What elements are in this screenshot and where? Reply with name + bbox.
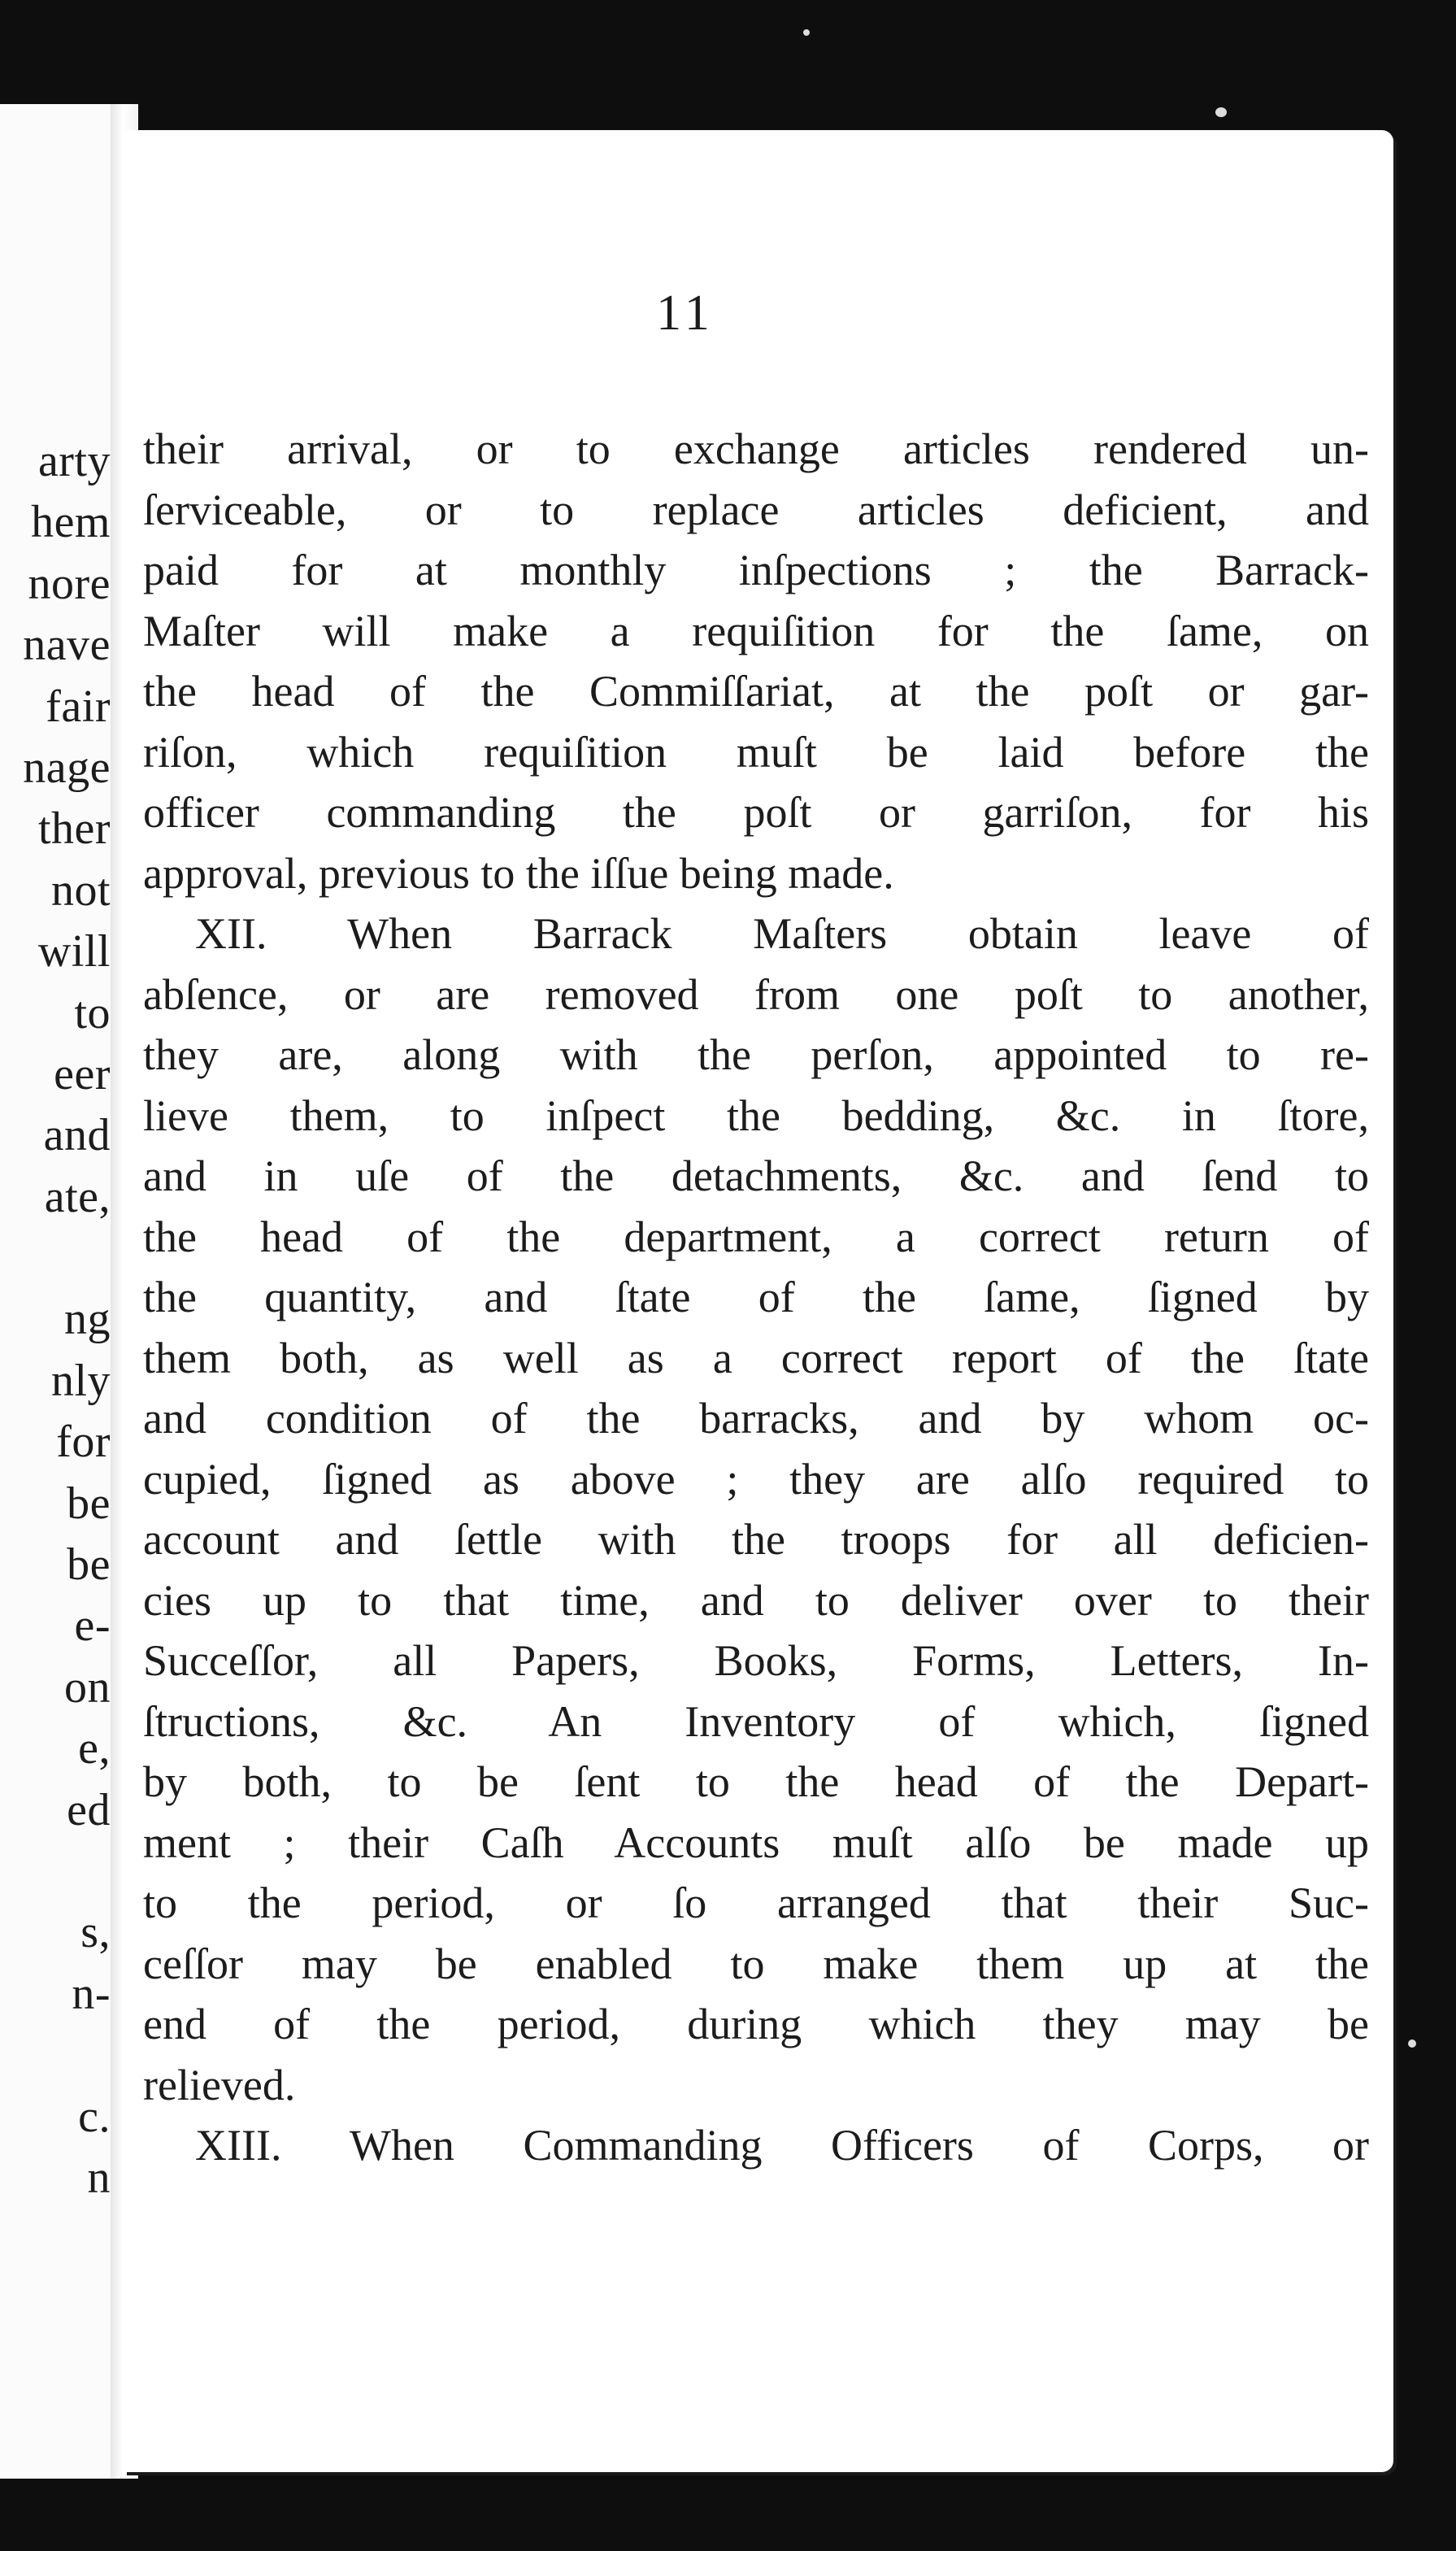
left-page-fragment: n — [87, 2152, 111, 2203]
left-page-fragment: ther — [37, 803, 111, 855]
text-line: the quantity, and ſtate of the ſame, ſigned by — [143, 1273, 1369, 1321]
left-page-fragment: nore — [28, 558, 111, 609]
left-page-fragment: n- — [72, 1968, 111, 2019]
left-page-text-fragments — [0, 431, 111, 2209]
left-page-fragment: arty — [37, 436, 111, 486]
left-page-fragment: be — [67, 1539, 111, 1591]
text-line: riſon, which requiſition muſt be laid before the — [143, 727, 1369, 777]
text-line: abſence, or are removed from one poſt to another, — [143, 969, 1369, 1019]
left-page-fragment: c. — [78, 2091, 111, 2142]
left-page-fragment: not — [50, 864, 111, 916]
left-page-fragment: be — [67, 1478, 111, 1529]
left-page-fragment: nage — [23, 742, 111, 793]
dust-speck — [1408, 2039, 1416, 2048]
text-line: Maſter will make a requiſition for the ſame, on — [143, 606, 1369, 655]
left-page-fragment: hem — [31, 497, 111, 548]
text-line: ceſſor may be enabled to make them up at the — [143, 1939, 1369, 1988]
page-number: 11 — [656, 285, 715, 341]
left-page-fragment: fair — [46, 681, 111, 732]
left-page-fragment — [0, 1228, 111, 1289]
text-line: account and ſettle with the troops for all deficien- — [143, 1515, 1369, 1564]
left-page-fragment: for — [56, 1417, 111, 1468]
left-page-fragment: e- — [74, 1600, 111, 1652]
text-line: they are, along with the perſon, appointed to re- — [143, 1030, 1369, 1079]
left-page-fragment: e, — [78, 1723, 111, 1774]
right-page — [124, 130, 1393, 2472]
dust-speck — [803, 29, 810, 36]
text-line: and in uſe of the detachments, &c. and ſend to — [143, 1151, 1369, 1200]
left-page-edge — [0, 104, 122, 2479]
text-line: cupied, ſigned as above ; they are alſo required to — [143, 1454, 1369, 1504]
text-line: paid for at monthly inſpections ; the Barrack- — [143, 546, 1369, 594]
left-page-fragment: eer — [54, 1048, 111, 1099]
text-line: the head of the Commiſſariat, at the poſt or gar- — [143, 667, 1369, 716]
left-page-fragment — [0, 1841, 111, 1902]
text-line: and condition of the barracks, and by whom oc- — [143, 1394, 1369, 1443]
left-page-fragment: nly — [50, 1355, 111, 1406]
left-page-fragment: ng — [64, 1294, 111, 1345]
text-line: XIII. When Commanding Officers of Corps, or — [195, 2121, 1369, 2170]
text-line: end of the period, during which they may be — [143, 2000, 1369, 2048]
dust-speck — [1215, 107, 1227, 117]
text-line: them both, as well as a correct report of the ſtate — [143, 1333, 1369, 1382]
left-page-fragment: ate, — [44, 1171, 111, 1222]
left-page-fragment: to — [74, 987, 111, 1038]
text-line: ment ; their Caſh Accounts muſt alſo be made up — [143, 1817, 1369, 1867]
left-page-fragment: s, — [80, 1907, 111, 1958]
text-line: XII. When Barrack Maſters obtain leave of — [195, 909, 1369, 958]
page-body-text — [143, 419, 1369, 2176]
left-page-fragment: will — [37, 926, 111, 977]
left-page-fragment — [0, 2025, 111, 2086]
text-line: by both, to be ſent to the head of the Depart- — [143, 1757, 1369, 1806]
left-page-fragment: nave — [23, 620, 111, 671]
left-page-fragment: on — [64, 1661, 111, 1713]
text-line: lieve them, to inſpect the bedding, &c. in ſtore, — [143, 1090, 1369, 1140]
text-line: officer commanding the poſt or garriſon, for his — [143, 788, 1369, 837]
left-page-fragment: and — [43, 1110, 111, 1161]
text-line: to the period, or ſo arranged that their Suc- — [143, 1878, 1369, 1927]
text-line: approval, previous to the iſſue being made. — [143, 848, 894, 898]
text-line: cies up to that time, and to deliver over to their — [143, 1575, 1369, 1625]
text-line: relieved. — [143, 2060, 296, 2109]
left-page-fragment: ed — [67, 1784, 111, 1835]
text-line: the head of the department, a correct return of — [143, 1212, 1369, 1261]
text-line: ſerviceable, or to replace articles deficient, and — [143, 485, 1369, 534]
text-line: their arrival, or to exchange articles rendered un- — [143, 424, 1369, 473]
text-line: Succeſſor, all Papers, Books, Forms, Letters, In- — [143, 1636, 1369, 1685]
text-line: ſtructions, &c. An Inventory of which, ſigned — [143, 1696, 1369, 1746]
